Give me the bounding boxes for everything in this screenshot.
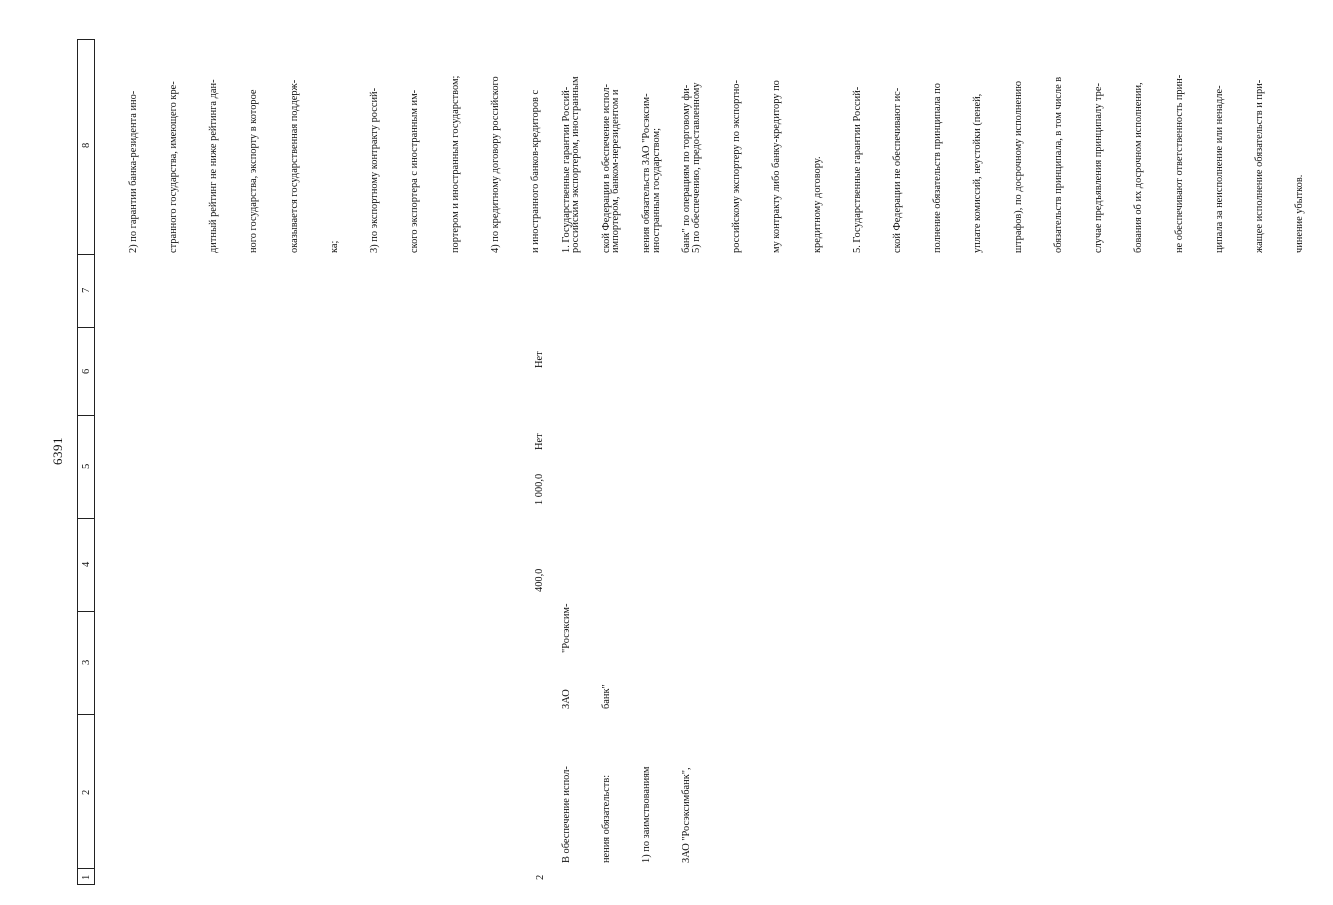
column-header: 7 bbox=[81, 287, 92, 293]
text-line: 2) по гарантии банка-резидента ино- bbox=[127, 90, 139, 253]
text-line: чинение убытков. bbox=[1294, 174, 1306, 253]
text-line: нения обязательств: bbox=[601, 774, 613, 863]
amount-col5: 1 000,0 bbox=[534, 473, 545, 505]
text-line: банк" по операциям по торговому фи- bbox=[681, 84, 693, 253]
column-header: 3 bbox=[81, 659, 92, 665]
text-line: В обеспечение испол- bbox=[560, 766, 572, 863]
text-line: случае предъявления принципалу тре- bbox=[1093, 83, 1105, 253]
text-line: бования об их досрочном исполнении, bbox=[1133, 82, 1145, 253]
text-line: 4) по кредитному договору российского bbox=[489, 76, 501, 253]
text-line: дитный рейтинг не ниже рейтинга дан- bbox=[208, 79, 220, 253]
column-header: 6 bbox=[81, 368, 92, 374]
value-col7: Нет bbox=[534, 351, 545, 368]
row-number: 2 bbox=[535, 874, 546, 880]
text-line: му контракту либо банку-кредитору по bbox=[771, 80, 783, 253]
table-top-rule bbox=[77, 40, 78, 885]
column-divider bbox=[77, 611, 95, 612]
column-divider bbox=[77, 327, 95, 328]
guarantee-purpose bbox=[533, 766, 721, 863]
conditions-lower bbox=[533, 84, 721, 253]
text-line: жащее исполнение обязательств и при- bbox=[1253, 79, 1265, 253]
text-line: ципала за неисполнение или ненадле- bbox=[1213, 85, 1225, 253]
column-divider bbox=[77, 254, 95, 255]
text-line: ской Федерации в обеспечение испол- bbox=[601, 83, 613, 253]
column-header: 2 bbox=[81, 789, 92, 795]
text-line: российским экспортером, иностранным bbox=[570, 76, 582, 253]
column-divider bbox=[77, 415, 95, 416]
text-line: ского экспортера с иностранным им- bbox=[409, 89, 421, 253]
text-line: не обеспечивают ответственность прин- bbox=[1173, 74, 1185, 253]
text-line: уплате комиссий, неустойки (пеней, bbox=[972, 93, 984, 253]
header-bottom-rule bbox=[94, 40, 95, 885]
text-line: оказывается государственная поддерж- bbox=[288, 79, 300, 253]
text-line: российскому экспортеру по экспортно- bbox=[731, 80, 743, 253]
column-divider bbox=[77, 518, 95, 519]
text-line: 5) по обеспечению, предоставленному bbox=[690, 82, 702, 253]
text-line: ка; bbox=[328, 240, 340, 253]
column-divider bbox=[77, 714, 95, 715]
page-number: 6391 bbox=[50, 437, 65, 465]
column-header: 5 bbox=[81, 463, 92, 469]
text-line: иностранным государством; bbox=[650, 128, 662, 253]
text-line: штрафов), по досрочному исполнению bbox=[1012, 81, 1024, 253]
text-line: кредитному договору. bbox=[811, 156, 823, 253]
text-line: ЗАО bbox=[560, 689, 572, 709]
column-header: 4 bbox=[81, 561, 92, 567]
amount-col4: 400,0 bbox=[534, 568, 545, 592]
text-line: и иностранного банков-кредиторов с bbox=[530, 89, 541, 253]
text-line: ного государства, экспорту в которое bbox=[248, 89, 260, 253]
text-line: 3) по экспортному контракту россий- bbox=[369, 87, 381, 253]
column-header: 1 bbox=[81, 874, 92, 880]
column-header: 8 bbox=[81, 142, 92, 148]
text-line: импортером, банком-нерезидентом и bbox=[610, 89, 622, 253]
text-line: 5. Государственные гарантии Россий- bbox=[851, 86, 863, 253]
principal-name-part2 bbox=[533, 604, 600, 653]
text-line: ской Федерации не обеспечивают ис- bbox=[891, 87, 903, 253]
column-divider bbox=[77, 884, 95, 885]
text-line: портером и иностранным государством; bbox=[449, 75, 461, 253]
text-line: странного государства, имеющего кре- bbox=[168, 81, 180, 253]
value-col6: Нет bbox=[534, 433, 545, 450]
text-line: 1. Государственные гарантии Россий- bbox=[560, 86, 572, 253]
column-divider bbox=[77, 868, 95, 869]
text-line: "Росэксим- bbox=[560, 603, 572, 653]
text-line: банк" bbox=[601, 684, 613, 709]
text-line: обязательств принципала, в том числе в bbox=[1052, 76, 1064, 253]
principal-name-part1 bbox=[533, 684, 640, 709]
text-line: полнение обязательств принципала по bbox=[932, 83, 944, 253]
text-line: ЗАО "Росэксимбанк", bbox=[681, 767, 693, 863]
text-line: 1) по заимствованиям bbox=[641, 766, 653, 863]
column-divider bbox=[77, 39, 95, 40]
text-line: нения обязательств ЗАО "Росэксим- bbox=[641, 93, 653, 253]
